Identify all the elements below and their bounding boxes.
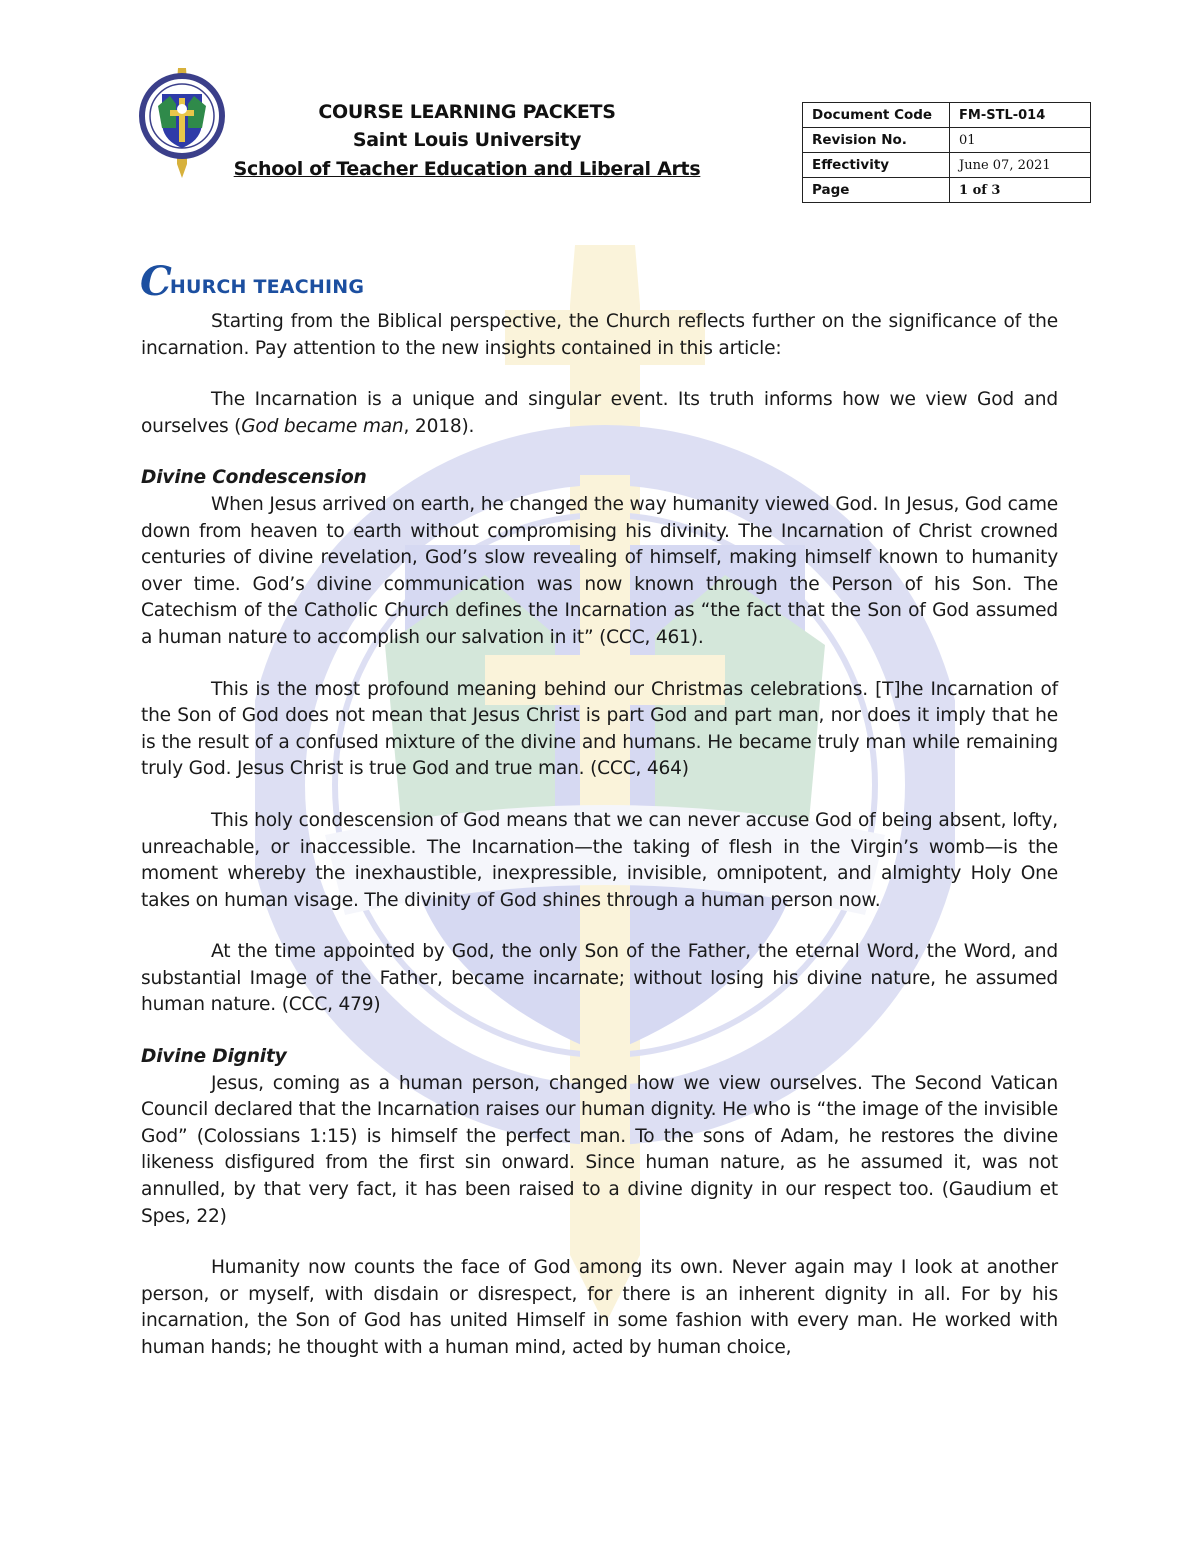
paragraph-holy-condescension: This holy condescension of God means that we can never accuse God of being absent, lofty, unreachable, or inaccessible. The Incarnation—the taking of flesh in the Virgin’s womb—is the moment whereby the inexhaustible, inexpressible, invisible, omnipotent, and almighty Holy One takes on human visage. The divinity of God shines through a human person now. [141,809,1058,911]
doc-row-effectivity [803,153,1091,178]
header-title-course-packets: COURSE LEARNING PACKETS [318,101,616,123]
doc-row-page [803,178,1091,203]
doc-value-revision: 01 [950,128,1091,153]
doc-value-effectivity: June 07, 2021 [950,153,1091,178]
paragraph-quote-incarnation [141,387,1058,440]
section-heading-dropcap: C [140,258,172,305]
header-titles [232,98,702,184]
paragraph-dignity: Jesus, coming as a human person, changed how we view ourselves. The Second Vatican Council declared that the Incarnation raises our human dignity. He who is “the image of the invisible God” (Colossians 1:15) is himself the perfect man. To the sons of Adam, he restores the divine likeness disfigured from the first sin onward. Since human nature, as he assumed it, was not annulled, by that very fact, it has been raised to a divine dignity in our respect too. (Gaudium et Spes, 22) [141,1072,1058,1227]
paragraph-profound-meaning: This is the most profound meaning behind our Christmas celebrations. [T]he Incarnation of the Son of God does not mean that Jesus Christ is part God and part man, nor does it imply that he is the result of a confused mixture of the divine and humans. He became truly man while remaining truly God. Jesus Christ is true God and true man. (CCC, 464) [141,678,1058,780]
article-body [141,309,1058,1362]
doc-label-revision: Revision No. [803,128,950,153]
doc-label-effectivity: Effectivity [803,153,950,178]
subheading-divine-condescension: Divine Condescension [141,467,367,489]
doc-label-code: Document Code [803,103,950,128]
header-title-university: Saint Louis University [352,129,582,151]
doc-label-page: Page [803,178,950,203]
paragraph-condescension: When Jesus arrived on earth, he changed the way humanity viewed God. In Jesus, God came down from heaven to earth without compromising his divinity. The Incarnation of Christ crowned centuries of divine revelation, God’s slow revealing of himself, making himself known to humanity over time. God’s divine communication was now known through the Person of his Son. The Catechism of the Catholic Church defines the Incarnation as “the fact that the Son of God assumed a human nature to accomplish our salvation in it” (CCC, 461). [141,493,1058,648]
header-title-school: School of Teacher Education and Liberal Arts [233,158,701,180]
section-heading-text: HURCH TEACHING [169,276,365,298]
doc-value-code: FM-STL-014 [950,103,1091,128]
paragraph-humanity: Humanity now counts the face of God among its own. Never again may I look at another person, or myself, with disdain or disrespect, for there is an inherent dignity in all. For by his incarnation, the Son of God has united Himself in some fashion with every man. He worked with human hands; he thought with a human mind, acted by human choice, [141,1257,1058,1358]
paragraph-intro: Starting from the Biblical perspective, the Church reflects further on the significance of the incarnation. Pay attention to the new insights contained in this article: [141,311,1058,359]
section-heading [140,258,365,305]
doc-value-page: 1 of 3 [950,178,1091,203]
subheading-divine-dignity: Divine Dignity [141,1046,287,1068]
university-logo [136,64,228,180]
document-info-table [802,102,1091,203]
quote-citation-title: God became man [241,415,404,437]
paragraph-appointed-time: At the time appointed by God, the only Son of the Father, the eternal Word, the Word, and substantial Image of the Father, became incarnate; without losing his divine nature, he assumed human nature. (CCC, 479) [141,941,1058,1016]
quote-text: The Incarnation is a unique and singular event. Its truth informs how we view God and ourselves ( [141,389,1058,437]
doc-row-revision [803,128,1091,153]
doc-row-code [803,103,1091,128]
quote-citation-year: , 2018). [403,415,475,437]
